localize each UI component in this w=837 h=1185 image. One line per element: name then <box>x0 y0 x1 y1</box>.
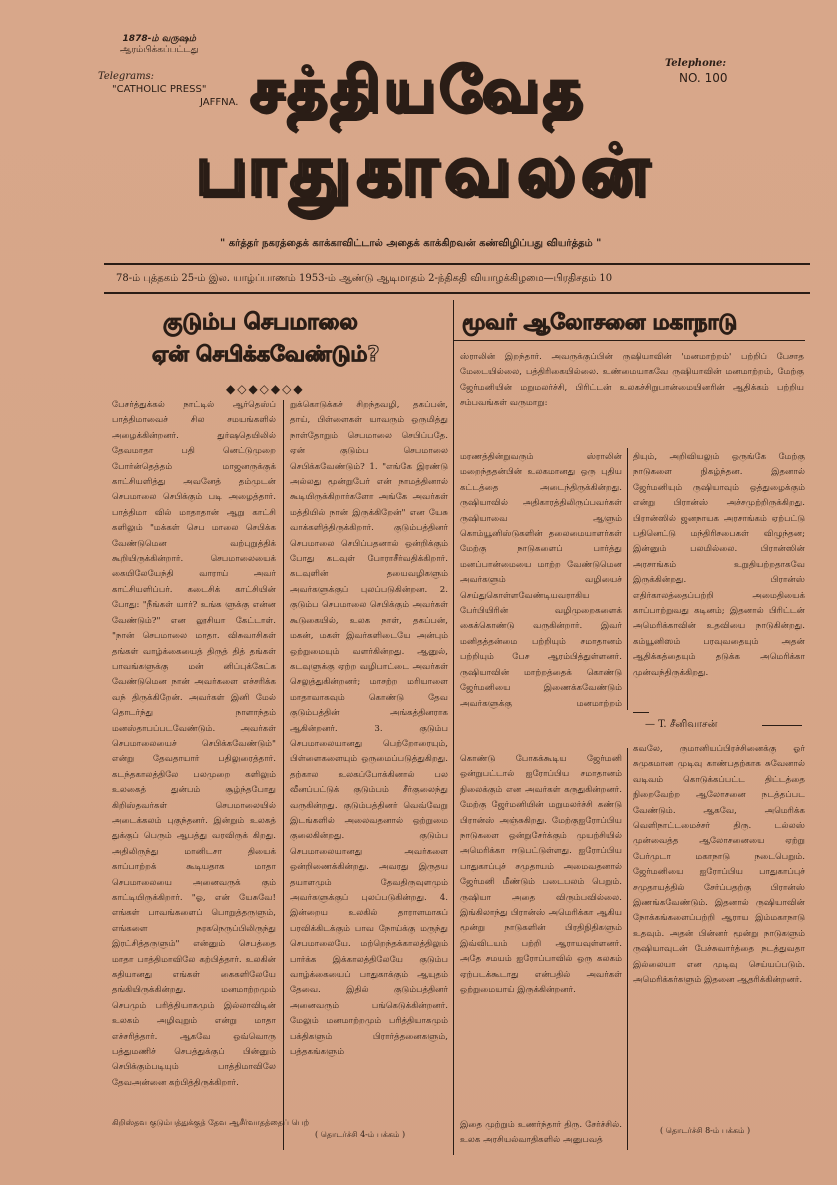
article1-col1-text: பேசர்த்துக்கல் நாட்டில் ஆர்தெஸ்ப் பாத்திமாவைச் சில சமயங்களில் அழைக்கின்றனர். துர்ஷதெயிலில் தேவமாதா பதி னெட்டுமுறை போர்ன்தெத்தம் மாஜனருக்குக் காட்சியளித்து அவனேத் தம்முடன் செபமாலை செபிக்கும் படி அழைத்தார். பாத்திமா வில் மாதாதான் ஆறு காட்சி களிலும் "மக்கள் செப மாலை செபிக்க வேண்டுமென வற்புறுத்திக் கூறியிருக்கின்றார். செபமாலையைக் கையிலேயேந்தி வாராய் அவர் காட்சியளிப்பர். கடைசிக் காட்சியின் போது: "நீங்கள் யார்? உங்க ளுக்கு என்ன வேண்டும்?" என லூசியா கேட்டாள். "நான் செபமாலை மாதா. விசுவாசிகள் தங்கள் வாழ்க்கையைத் திருத் தித் தங்கள் பாவங்களுக்கு மன் னிப்புக்கேட்க வேண்டுமென நான் அவர்களை எச்சரிக்க வந் திருக்கிறேன். அவர்கள் இனி மேல் தொடர்ந்து நாளாந்தம் மனஸ்தாபப்படவேண்டும். அவர்கள் செபமாலையைச் செபிக்கவேண்டும்" என்று தேவதாயார் பதிலுரைத்தார். கடந்தகாலத்திலே பலமுறை களிலும் உலகைத் துன்பம் சூழ்ந்தபோது கிறிஸ்தவர்கள் செபமாலையில் அடைக்கலம் புகுந்தனர். இன்றும் உலகத் துக்குப் பெரும் ஆபத்து வரவிருக் கிறது. அதிலிருந்து மானிடசா தியைக் காப்பாற்றக் கூடியதாக மாதா செபமாலையை அனைவருக் கும் காட்டியிருக்கிறார். "ஓ, என் யேசுவே! எங்கள் பாவங்களைப் பொறுத்தருளும், எங்களை நரகநெருப்பிலிருந்து இரட்சித்தருளும்" என்னும் செபத்தை மாதா பாத்திமாவிலே கற்பித்தார். உலகின் கதியானது எங்கள் கைகளிலேயே தங்கியிருக்கின்றது. மனமாற்றமும் செபமும் பரித்தியாகமும் இல்லாவிடின் உலகம் அழிவுறும் என்று மாதா எச்சரித்தார். ஆகவே ஒவ்வொரு பத்துமணிச் செபத்துக்குப் பின்னும் செபிக்கும்படியும் பாத்திமாவிலே தேவஅன்னை கற்பித்திருக்கிறார். <box>112 400 276 1088</box>
article2-headline-rule <box>453 340 805 341</box>
article2-author: — T. சீனிவாசன் <box>645 719 718 730</box>
author-rule-left <box>633 712 649 713</box>
rule-top <box>104 263 810 265</box>
article2-column3-tail <box>460 1118 622 1152</box>
column-divider-4 <box>627 748 628 1150</box>
article1-headline-line1: குடும்ப செபமாலை <box>163 310 358 335</box>
column-divider-1 <box>283 400 284 1150</box>
masthead-line1: சத்தியவேத <box>250 55 587 125</box>
article2-column4-upper <box>633 450 805 708</box>
article2-intro-text: ஸ்ராலின் இறந்தார். அவருக்குப்பின் ருஷியாவின் 'மனமாற்றம்' பற்றிப் பேசாத மேடையில்லை, பத்திரிகையில்லை. உண்மையாகவே ருஷியாவின் மனமாற்றம், மேற்கு ஜேர்மனியின் மறுமலர்ச்சி, பிரிட்டன் உலகச்சிறுபான்மையினரின் ஆதிக்கம் பற்றிய சம்பவங்கள் வருமாறு: <box>460 352 804 409</box>
article2-col3-text: மரணத்தின்றுவரும் ஸ்ராலின் மறைந்ததன்பின் உலகமானது ஒரு புதிய கட்டத்தை அடைந்திருக்கின்றது. ருஷியாவில் அதிகாரத்திலிருப்பவர்கள் ருஷியாவை ஆளும் கொம்யூனிஸ்டுகளின் தலைமையாளர்கள் மேற்கு நாடுகளைப் பார்த்து மனப்பான்மையை மாற்ற வேண்டுமென அவர்களும் வழியைச் செய்துகொள்ளவேண்டியவராகிய பேர்பியிரின் வழிமுறைகளைக் கைக்கொண்டு வருகின்றார். இவர் மனிதத்தன்மை பற்றியும் சமாதானம் பற்றியும் பேச ஆரம்பித்துள்ளனர். ருஷியாவின் மாற்றத்தைக் கொண்டு ஜேர்மனியை இணைக்கவேண்டும் அவர்களுக்கு மனமாற்றம் <box>460 452 622 709</box>
article2-intro <box>460 350 804 442</box>
established-line1: 1878-ம் வருஷம் <box>122 34 196 44</box>
article1-col2-tail: ( தொடர்ச்சி 4-ம் பக்கம் ) <box>315 1130 406 1139</box>
article2-column4-lower <box>633 742 805 1122</box>
headline-ornament: ◆◇◆◇◆◇◆ <box>226 382 305 396</box>
article2-headline: மூவர் ஆலோசனை மகாநாடு <box>462 310 738 334</box>
telephone-number: NO. 100 <box>679 71 728 85</box>
article1-headline-line2: ஏன் செபிக்கவேண்டும்? <box>152 342 380 366</box>
column-divider-3 <box>627 448 628 710</box>
article1-col1-tail: கிறிஸ்தவ குடும்பத்துக்குத் தேவ ஆசீர்வாதத்தைப் பெற் <box>112 1118 310 1127</box>
author-rule-right <box>762 725 802 726</box>
article2-col4-lower-text: கவலே, ருமானியப்பிரச்சினைக்கு ஓர் சுமுகமான முடிவு காண்பதற்காக சுவேனால் வடிவம் கொடுக்கப்பட்ட திட்டத்தை நிறைவேற்ற ஆலோசனை நடத்தப்பட வேண்டும். ஆகவே, அமெரிக்க வெளிநாட்டமைச்சர் திரு. டல்லஸ் முன்வைத்த ஆலோசனையை ஏற்று பேர்முடா மகாநாடு நடைபெறும். ஜேர்மனியை ஐரோப்பிய பாதுகாப்புச் சமுதாயத்தில் சேர்ப்பதற்கு பிரான்ஸ் இணங்கவேண்டும். இதனால் ருஷியாவின் நோக்கங்களைப்பற்றி ஆராய இம்மகாநாடு உதவும். அதன் பின்னர் மூன்று நாடுகளும் ருஷியாவுடன் பேச்சுவார்த்தை நடத்துவதா இல்லையா என முடிவு செய்யப்படும். அமெரிக்கர்களும் இதனை ஆதரிக்கின்றனர். <box>633 744 805 986</box>
article2-col4-text: தியும், அறிவியலும் ஒருங்கே மேற்கு நாடுகளை நிகழ்ந்தன. இதனால் ஜேர்மனியும் ருஷியாவும் ஒத்துழைக்கும் என்று பிரான்ஸ் அச்சமுற்றிருக்கிறது. பிரான்ஸில் ஜனநாயக அரசாங்கம் ஏற்பட்டு பதினெட்டு மந்திரிசபைகள் விழுந்தன; இன்னும் பலமில்லை. பிரான்ஸின் அரசாங்கம் உறுதியற்றதாகவே இருக்கின்றது. பிரான்ஸ் எதிர்காலத்தைப்பற்றி அமைதியைக் காப்பாற்றுவது கடினம்; இதனால் பிரிட்டன் அமெரிக்காவின் உதவியை நாடுகின்றது. கம்யூனிஸம் பரவுவதையும் அதன் ஆதிக்கத்தையும் தடுக்க அமெரிக்கா முன்வந்திருக்கிறது. <box>633 452 805 678</box>
telegrams-label: Telegrams: <box>98 71 155 82</box>
article2-column3-lower <box>460 752 622 1112</box>
article1-col2-text: றுக்கொடுக்கச் சிறந்தவழி, தகப்பன், தாய், பிள்ளைகள் யாவரும் ஒருமித்து நாள்தோறும் செபமாலை செபிப்பதே. ஏன் குடும்ப செபமாலை செபிக்கவேண்டும்? 1. "எங்கே இரண்டு அல்லது மூன்றுபேர் என் நாமத்தினால் கூடியிருக்கிறார்களோ அங்கே அவர்கள் மத்தியில் நான் இருக்கிறேன்" என யேசு வாக்களித்திருக்கிறார். குடும்பத்தினர் செபமாலை செபிப்பதனால் ஒன்றிக்கும் போது கடவுள் போராசீர்வதிக்கிறார். கடவுளின் தயைவழிகளும் அவர்களுக்குப் புலப்படுகின்றன. 2. குடும்ப செபமாலை செபிக்கும் அவர்கள் கூடுகையில், உலக நாள், தகப்பன், மகன், மகள் இவர்களிடையே அன்பும் ஒற்றுமையும் வளர்கின்றது. ஆனுல், கடவுளுக்கு ஏற்ற வழிபாட்டை அவர்கள் செலுத்துகின்றனர்; மாசற்ற மரியாளை மாதாவாகவும் கொண்டு தேவ குடும்பத்தின் அங்கத்தினராக ஆகின்றனர். 3. குடும்ப செபமாலையானது பெற்றோரையும், பிள்ளைகளையும் ஒருமைப்படுத்துகிறது. தற்கால உலகப்போக்கினால் பல வீனப்பட்டுக் குடும்பம் சீர்குலைந்து வருகின்றது. குடும்பத்தினர் வெவ்வேறு இடங்களில் அலைவதனால் ஒற்றுமை குலைகின்றது. குடும்ப செபமாலையானது அவர்களை ஒன்றிணைக்கின்றது. அவரது இருதய தயாளமும் தேவதிருவுளமும் அவர்களுக்குப் புலப்படுகின்றது. 4. இன்றைய உலகில் தாராளமாகப் பரவிக்கிடக்கும் பாவ நோய்க்கு மருந்து செபமாலையே. மற்றெந்தக்காலத்திலும் பார்க்க இக்காலத்திலேயே குடும்ப வாழ்க்கையைப் பாதுகாக்கும் ஆயுதம் தேவை. இதில் குடும்பத்தினர் அனைவரும் பங்கெடுக்கின்றனர். மேலும் மனமாற்றமும் பரித்தியாகமும் பக்திகளும் பிரார்த்தனைகளும், பத்தகங்களும் <box>290 400 448 1058</box>
masthead-line2: பாதுகாவலன் <box>195 129 655 211</box>
article1-column2 <box>290 398 448 1128</box>
telephone-block <box>665 57 727 85</box>
telegrams-value1: "CATHOLIC PRESS" <box>112 84 207 95</box>
article2-col4-tail: ( தொடர்ச்சி 8-ம் பக்கம் ) <box>660 1126 751 1135</box>
telegrams-value2: JAFFNA. <box>200 97 239 108</box>
established-note <box>120 34 199 56</box>
article1-column1 <box>112 398 276 1113</box>
article2-col3-tail-text: இதை முற்றும் உணர்ந்தார் திரு. சேர்ச்சில். உலக அரசியல்வாதிகளில் அனுபவத் <box>460 1120 622 1146</box>
rule-bottom <box>104 292 810 294</box>
column-divider-2 <box>453 300 454 1155</box>
motto: " கர்த்தர் நகரத்தைக் காக்காவிட்டால் அதைக் காக்கிறவன் கண்விழிப்பது வியர்த்தம் " <box>220 238 602 249</box>
article2-col3-lower-text: கொண்டு போகக்கூடிய ஜேர்மனி ஒன்றுபட்டால் ஐரோப்பிய சமாதானம் நிலைக்கும் என அவர்கள் கருதுகின்றனர். மேற்கு ஜேர்மனியின் மறுமலர்ச்சி கண்டு பிரான்ஸ் அஞ்சுகிறது. மேற்குஐரோப்பிய நாடுகளை ஒன்றுசேர்க்கும் முயற்சியில் அமெரிக்கா ஈடுபட்டுள்ளது. ஐரோப்பிய பாதுகாப்புச் சமுதாயம் அமைவதனால் ஜேர்மனி மீண்டும் படைபலம் பெறும். ருஷியா அதை விரும்பவில்லை. இங்கிலாந்து பிரான்ஸ் அமெரிக்கா ஆகிய மூன்று நாடுகளின் பிரதிநிதிகளும் இவ்விடயம் பற்றி ஆராயவுள்ளனர். அதே சமயம் ஐரோப்பாவில் ஒரு கலகம் ஏற்படக்கூடாது என்பதில் அவர்கள் ஒற்றுமையாய் இருக்கின்றனர். <box>460 754 622 996</box>
article2-column3-upper <box>460 450 622 710</box>
telegrams-block <box>98 70 238 109</box>
telephone-label: Telephone: <box>665 58 727 69</box>
dateline: 78-ம் புத்தகம் 25-ம் இல. யாழ்ப்பாணம் 1953-ம் ஆண்டு ஆடிமாதம் 2-ந்திகதி வியாழக்கிழமை—பிரதிசதம் 10 <box>116 273 613 284</box>
established-line2: ஆரம்பிக்கப்பட்டது <box>120 45 199 55</box>
